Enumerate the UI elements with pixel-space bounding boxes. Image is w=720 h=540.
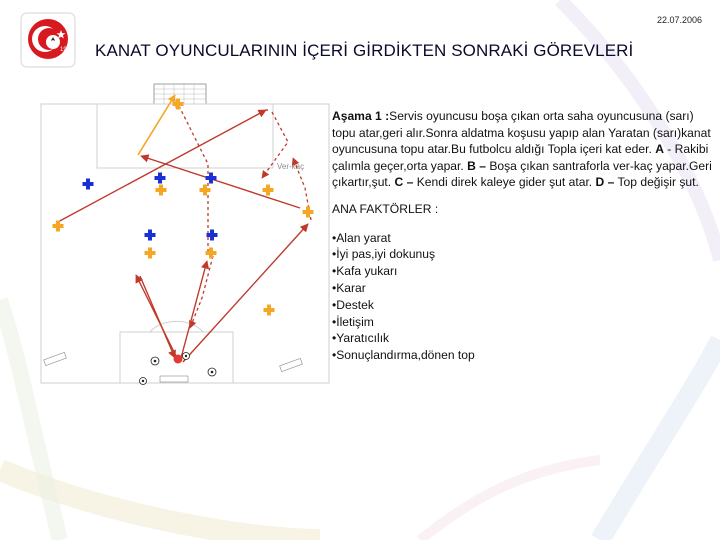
factors-list	[332, 230, 717, 364]
option-d-label: D –	[595, 175, 615, 190]
logo-year-text: 1923	[60, 47, 74, 53]
factor-item: • Alan yarat	[332, 230, 717, 247]
ball-icon	[208, 368, 216, 376]
option-d-text: Top değişir şut.	[614, 175, 699, 190]
factor-item: • İyi pas,iyi dokunuş	[332, 246, 717, 263]
factor-item: • Karar	[332, 280, 717, 297]
factor-item: • Sonuçlandırma,dönen top	[332, 347, 717, 364]
option-b-label: B –	[467, 158, 486, 173]
page-title: KANAT OYUNCULARININ İÇERİ GİRDİKTEN SONRAKİ GÖREVLERİ	[95, 41, 634, 60]
factor-item: • Yaratıcılık	[332, 330, 717, 347]
phase-text: Servis oyuncusu boşa çıkan orta saha oyuncusuna (sarı) topu atar,geri alır.Sonra aldatma koşusu yapıp alan Yaratan (sarı)kanat oyuncusuna topu atar.Bu futbolcu aldığı Topla içeri kat eder.	[332, 109, 711, 157]
option-b-text: Boşa çıkan santraforla ver-kaç yapar.Geri çıkartır,şut.	[332, 158, 712, 190]
bottom-goal	[160, 376, 188, 382]
phase-label: Aşama 1 :	[332, 109, 390, 123]
option-c-label: C –	[394, 175, 414, 190]
verkac-label: Ver-kaç	[277, 162, 305, 171]
option-a-text: - Rakibi çalımla geçer,orta yapar.	[332, 142, 709, 173]
phase-description	[332, 108, 717, 191]
ball-icon	[140, 378, 147, 385]
federation-logo	[20, 12, 76, 68]
factors-title: ANA FAKTÖRLER :	[332, 201, 439, 216]
date-label: 22.07.2006	[656, 15, 702, 25]
ball-icon	[151, 357, 159, 365]
factor-item: • Destek	[332, 297, 717, 314]
description-panel	[332, 108, 717, 376]
option-a-label: A	[655, 142, 664, 157]
goalkeeper-marker	[174, 355, 183, 364]
tactical-pitch-diagram	[40, 80, 330, 385]
factor-item: • İletişim	[332, 314, 717, 331]
option-c-text: Kendi direk kaleye gider şut atar.	[413, 175, 596, 190]
factor-item: • Kafa yukarı	[332, 263, 717, 280]
ball-icon	[183, 353, 190, 360]
